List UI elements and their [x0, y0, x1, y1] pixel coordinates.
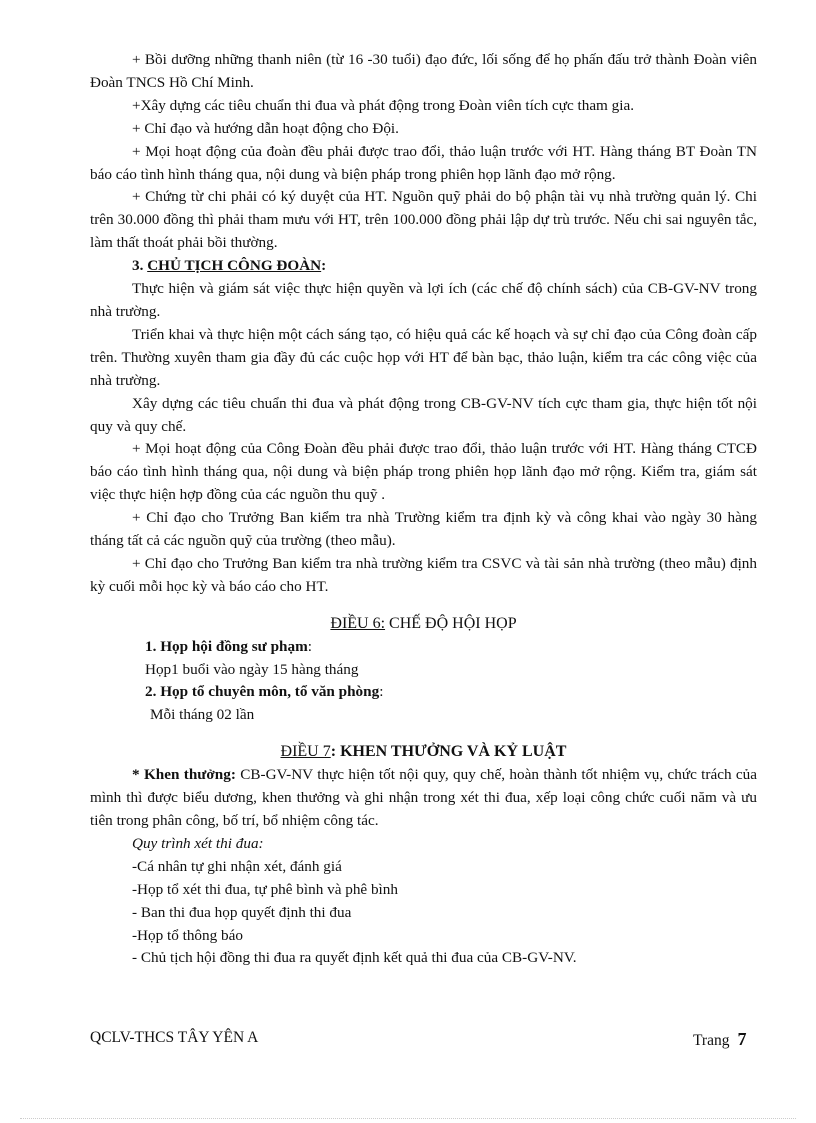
- paragraph: + Chỉ đạo và hướng dẫn hoạt động cho Đội.: [132, 119, 399, 137]
- article-7-title: [90, 741, 757, 764]
- paragraph: +Xây dựng các tiêu chuẩn thi đua và phát động trong Đoàn viên tích cực tham gia.: [132, 96, 635, 114]
- item-colon: :: [307, 637, 312, 655]
- list-item-text: Họp1 buổi vào ngày 15 hàng tháng: [145, 660, 359, 678]
- procedure-title: Quy trình xét thi đua:: [132, 834, 264, 852]
- paragraph: + Chứng từ chi phải có ký duyệt của HT. Nguồn quỹ phải do bộ phận tài vụ nhà trường quản lý. Chi trên 30.000 đồng thì phải tham mưu với HT, trên 100.000 đồng phải lập dự trù trước. Nếu chi sai nguyên tắc, làm thất thoát phải bồi thường.: [90, 188, 757, 252]
- paragraph: Thực hiện và giám sát việc thực hiện quyền và lợi ích (các chế độ chính sách) của CB-GV-NV trong nhà trường.: [90, 280, 757, 320]
- article-title: : KHEN THƯỞNG VÀ KỶ LUẬT: [330, 743, 567, 761]
- document-body: [90, 49, 757, 970]
- section-heading: [132, 255, 757, 278]
- page-number: 7: [737, 1029, 747, 1049]
- footer-page: [693, 1029, 746, 1050]
- item-title-text: 2. Họp tổ chuyên môn, tổ văn phòng: [145, 683, 380, 701]
- paragraph: + Mọi hoạt động của đoàn đều phải được trao đổi, thảo luận trước với HT. Hàng tháng BT Đoàn TN báo cáo tình hình tháng qua, nội dung và biện pháp trong phiên họp lãnh đạo mở rộng.: [90, 142, 757, 183]
- item-title-text: 1. Họp hội đồng sư phạm: [145, 637, 308, 655]
- heading-number: 3.: [132, 257, 148, 275]
- procedure-step: -Họp tổ thông báo: [132, 926, 243, 944]
- page-label: Trang: [693, 1032, 730, 1049]
- paragraph: Xây dựng các tiêu chuẩn thi đua và phát động trong CB-GV-NV tích cực tham gia, thực hiện tốt nội quy và quy chế.: [90, 394, 757, 435]
- page-bottom-divider: [20, 1118, 796, 1119]
- reward-paragraph: [90, 764, 757, 833]
- procedure-step: -Họp tổ xét thi đua, tự phê bình và phê bình: [132, 880, 398, 898]
- reward-text: CB-GV-NV thực hiện tốt nội quy, quy chế, hoàn thành tốt nhiệm vụ, chức trách của mình thì được biểu dương, khen thưởng và ghi nhận trong xét thi đua, xếp loại công chức cuối năm và ưu tiên trong phân công, bố trí, bổ nhiệm công tác.: [90, 766, 757, 829]
- reward-label: * Khen thưởng:: [132, 766, 236, 784]
- item-colon: :: [379, 683, 384, 701]
- procedure-step: - Chủ tịch hội đồng thi đua ra quyết định kết quả thi đua của CB-GV-NV.: [132, 949, 577, 967]
- article-title: CHẾ ĐỘ HỘI HỌP: [385, 614, 517, 632]
- paragraph: + Mọi hoạt động của Công Đoàn đều phải được trao đổi, thảo luận trước với HT. Hàng tháng CTCĐ báo cáo tình hình tháng qua, nội dung và biện pháp trong phiên họp lãnh đạo mở rộng. Kiểm tra, giám sát việc thực hiện hợp đồng của các nguồn thu quỹ .: [90, 440, 757, 504]
- list-item-title: [145, 681, 757, 704]
- paragraph: Triển khai và thực hiện một cách sáng tạo, có hiệu quả các kế hoạch và sự chỉ đạo của Công đoàn cấp trên. Thường xuyên tham gia đầy đủ các cuộc họp với HT để bàn bạc, thảo luận, kiểm tra các công việc của nhà trường.: [90, 325, 757, 389]
- article-label: ĐIỀU 6:: [330, 614, 386, 632]
- procedure-step: -Cá nhân tự ghi nhận xét, đánh giá: [132, 857, 342, 875]
- heading-colon: :: [321, 257, 327, 275]
- heading-text: CHỦ TỊCH CÔNG ĐOÀN: [147, 257, 322, 275]
- article-6-title: [90, 613, 757, 636]
- paragraph: + Bồi dưỡng những thanh niên (từ 16 -30 tuổi) đạo đức, lối sống để họ phấn đấu trở thành Đoàn viên Đoàn TNCS Hồ Chí Minh.: [90, 51, 757, 91]
- paragraph: + Chỉ đạo cho Trưởng Ban kiểm tra nhà Trường kiểm tra định kỳ và công khai vào ngày 30 hàng tháng tất cả các nguồn quỹ của trường (theo mẫu).: [90, 509, 757, 550]
- article-label: ĐIỀU 7: [280, 743, 331, 761]
- list-item-text: Mỗi tháng 02 lần: [150, 706, 255, 724]
- paragraph: + Chỉ đạo cho Trưởng Ban kiểm tra nhà trường kiểm tra CSVC và tài sản nhà trường (theo mẫu) định kỳ cuối mỗi học kỳ và báo cáo cho HT.: [90, 554, 757, 595]
- list-item-title: [145, 636, 757, 659]
- footer-document-code: QCLV-THCS TÂY YÊN A: [90, 1029, 259, 1046]
- procedure-step: - Ban thi đua họp quyết định thi đua: [132, 903, 352, 921]
